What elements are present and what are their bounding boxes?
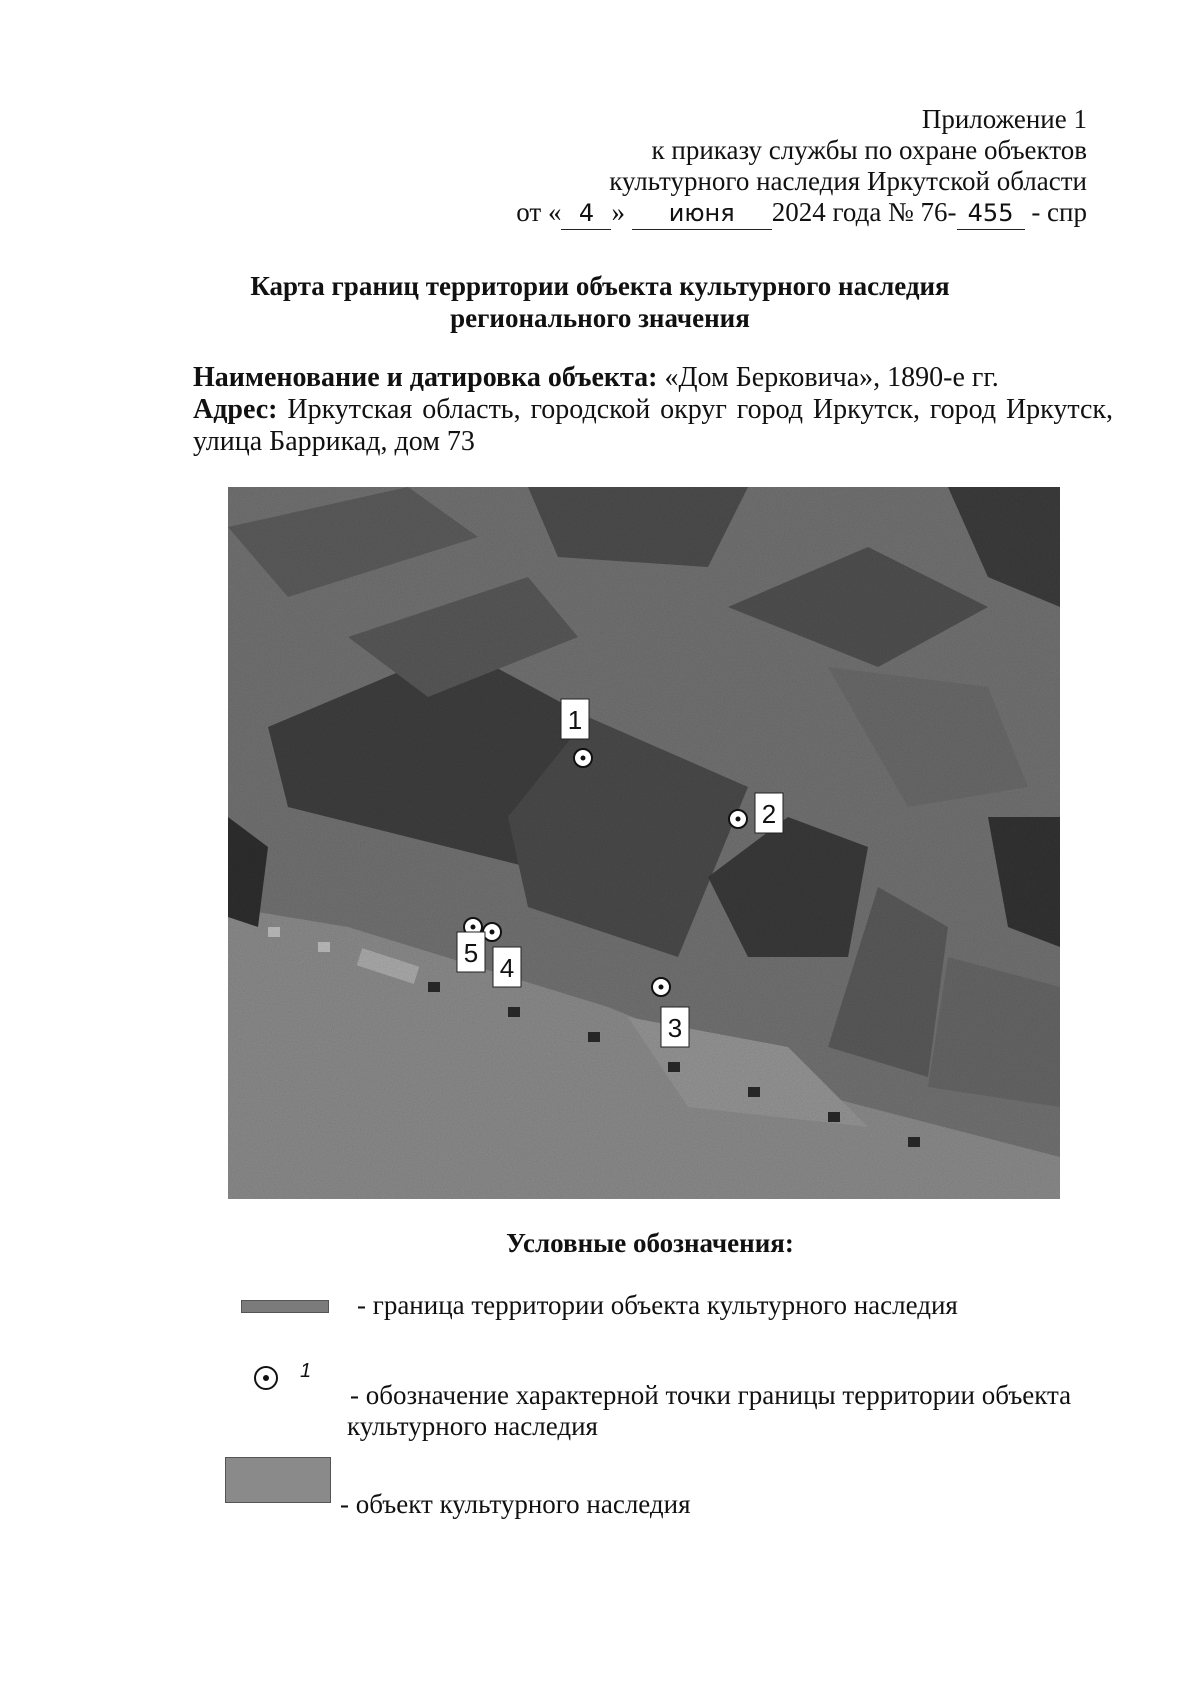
object-name-label: Наименование и датировка объекта:	[193, 362, 658, 393]
appendix-line1: Приложение 1	[921, 104, 1087, 134]
document-title	[130, 270, 1070, 334]
date-day	[561, 197, 611, 230]
boundary-line-symbol	[241, 1300, 329, 1313]
map-point-2-label: 2	[761, 799, 777, 829]
object-address-value: Иркутская область, городской округ город Иркутск, город Иркутск,	[277, 394, 1113, 425]
date-month	[632, 197, 772, 230]
appendix-date-line	[516, 197, 1087, 230]
legend-point-text	[347, 1380, 1072, 1442]
title-line1: Карта границ территории объекта культурного наследия	[250, 271, 950, 301]
map-point-3-label: 3	[667, 1013, 683, 1043]
legend-object-text: - объект культурного наследия	[340, 1489, 691, 1519]
object-name-value: «Дом Берковича», 1890-е гг.	[657, 362, 999, 393]
object-address-line2: улица Баррикад, дом 73	[193, 426, 475, 457]
point-marker-icon	[254, 1366, 278, 1390]
title-line2: регионального значения	[450, 303, 750, 333]
legend-point-text-line2: культурного наследия	[347, 1411, 598, 1441]
object-address-label: Адрес:	[193, 394, 278, 425]
order-number-value: 455	[967, 199, 1014, 227]
heritage-object-area-symbol	[225, 1457, 331, 1503]
map-point-4-label: 4	[499, 953, 515, 983]
object-address-line1	[193, 394, 1113, 426]
appendix-line3: культурного наследия Иркутской области	[609, 166, 1087, 196]
order-number	[957, 197, 1025, 230]
appendix-header	[516, 104, 1087, 230]
date-suffix: - спр	[1024, 197, 1087, 227]
map-point-5-label: 5	[463, 938, 479, 968]
legend-point-number: 1	[300, 1360, 312, 1382]
map-imagery	[228, 487, 1060, 1199]
appendix-line2: к приказу службы по охране объектов	[651, 135, 1087, 165]
object-info	[193, 362, 1113, 458]
map-point-1-label: 1	[567, 705, 583, 735]
satellite-map	[228, 487, 1060, 1199]
date-month-value: июня	[668, 199, 735, 227]
date-year: 2024 года № 76-	[771, 197, 957, 227]
object-name-line	[193, 362, 1113, 394]
legend-boundary-text: - граница территории объекта культурного наследия	[357, 1290, 958, 1320]
date-day-value: 4	[578, 199, 595, 227]
legend-title: Условные обозначения:	[506, 1228, 794, 1258]
date-prefix: от «	[516, 197, 562, 227]
date-mid: »	[611, 197, 625, 227]
legend-point-text-line1: - обозначение характерной точки границы территории объекта	[350, 1380, 1072, 1410]
